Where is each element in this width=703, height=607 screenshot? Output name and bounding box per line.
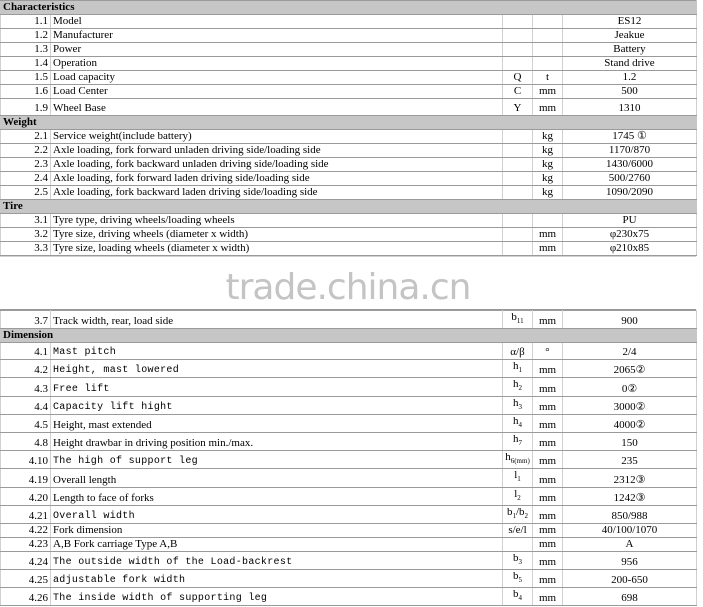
row-description: Tyre size, driving wheels (diameter x width) (51, 228, 503, 242)
symbol-subscript: 3 (518, 402, 522, 411)
row-symbol (503, 487, 533, 505)
row-unit: mm (533, 396, 563, 414)
symbol-text: h (513, 414, 519, 427)
row-description: Tyre type, driving wheels/loading wheels (51, 214, 503, 228)
row-unit: kg (533, 186, 563, 200)
row-number: 4.10 (1, 451, 51, 469)
row-number: 4.1 (1, 343, 51, 360)
spec-row (1, 432, 697, 450)
row-number: 1.5 (1, 71, 51, 85)
spec-row (1, 15, 697, 29)
row-description: Overall width (51, 505, 503, 523)
row-value: 500 (563, 85, 697, 99)
row-symbol (503, 228, 533, 242)
row-value: 1310 (563, 99, 697, 116)
row-unit: mm (533, 311, 563, 329)
row-symbol (503, 343, 533, 360)
row-number: 3.1 (1, 214, 51, 228)
row-number: 4.2 (1, 360, 51, 378)
row-unit: mm (533, 588, 563, 606)
row-description: Free lift (51, 378, 503, 396)
symbol-text: b (513, 551, 519, 564)
spec-row (1, 505, 697, 523)
row-number: 4.22 (1, 523, 51, 537)
row-number: 2.3 (1, 158, 51, 172)
row-number: 1.1 (1, 15, 51, 29)
row-description: Mast pitch (51, 343, 503, 360)
symbol-subscript: 5 (518, 576, 522, 585)
symbol-text: b (513, 588, 519, 601)
row-number: 1.9 (1, 99, 51, 116)
row-symbol (503, 186, 533, 200)
row-unit: kg (533, 158, 563, 172)
row-description: Load capacity (51, 71, 503, 85)
symbol-text: h (513, 378, 519, 391)
row-description: Tyre size, loading wheels (diameter x width) (51, 242, 503, 256)
row-number: 3.3 (1, 242, 51, 256)
symbol-subscript: 4 (518, 420, 522, 429)
spec-row (1, 311, 697, 329)
watermark-text: trade.china.cn (225, 267, 471, 308)
spec-row (1, 551, 697, 569)
spec-row (1, 360, 697, 378)
row-unit: mm (533, 570, 563, 588)
symbol-text: h (513, 360, 519, 373)
row-number: 4.23 (1, 537, 51, 551)
row-number: 4.20 (1, 487, 51, 505)
row-value: Stand drive (563, 57, 697, 71)
row-description: The inside width of supporting leg (51, 588, 503, 606)
row-number: 2.4 (1, 172, 51, 186)
row-description: Capacity lift hight (51, 396, 503, 414)
row-unit: mm (533, 228, 563, 242)
row-unit: mm (533, 432, 563, 450)
spec-row (1, 57, 697, 71)
symbol-text: l (514, 469, 518, 482)
spec-row (1, 469, 697, 487)
row-symbol (503, 537, 533, 551)
row-symbol (503, 130, 533, 144)
section-header (1, 1, 697, 15)
row-value: Jeakue (563, 29, 697, 43)
row-number: 1.6 (1, 85, 51, 99)
row-description: Wheel Base (51, 99, 503, 116)
row-unit: mm (533, 551, 563, 569)
row-description: The high of support leg (51, 451, 503, 469)
spec-row (1, 451, 697, 469)
row-unit: mm (533, 360, 563, 378)
row-unit: mm (533, 85, 563, 99)
symbol-subscript: 1 (518, 366, 522, 375)
section-title: Weight (1, 116, 697, 130)
row-value: φ210x85 (563, 242, 697, 256)
row-value: 1.2 (563, 71, 697, 85)
row-symbol (503, 144, 533, 158)
row-symbol (503, 71, 533, 85)
row-number: 4.26 (1, 588, 51, 606)
row-unit: mm (533, 378, 563, 396)
row-number: 2.5 (1, 186, 51, 200)
symbol-text: α/β (510, 346, 525, 359)
row-value: 698 (563, 588, 697, 606)
row-unit: mm (533, 523, 563, 537)
row-description: Axle loading, fork forward unladen driving side/loading side (51, 144, 503, 158)
row-symbol (503, 158, 533, 172)
row-value: 1090/2090 (563, 186, 697, 200)
row-unit: mm (533, 414, 563, 432)
row-description: Overall length (51, 469, 503, 487)
row-value: 40/100/1070 (563, 523, 697, 537)
spec-row (1, 172, 697, 186)
row-symbol (503, 378, 533, 396)
symbol-subscript: 6(mm) (510, 457, 530, 466)
watermark-band (0, 256, 696, 310)
row-symbol (503, 15, 533, 29)
symbol-text: b (513, 570, 519, 583)
spec-row (1, 588, 697, 606)
row-value: PU (563, 214, 697, 228)
row-number: 2.2 (1, 144, 51, 158)
row-unit: kg (533, 144, 563, 158)
symbol-subscript: 3 (518, 558, 522, 567)
spec-row (1, 487, 697, 505)
row-value: 2065② (563, 360, 697, 378)
row-number: 4.25 (1, 570, 51, 588)
row-unit: mm (533, 505, 563, 523)
row-symbol (503, 432, 533, 450)
row-symbol (503, 523, 533, 537)
section-header (1, 200, 697, 214)
symbol-text-2: /b (515, 505, 525, 518)
row-value: 0② (563, 378, 697, 396)
spec-row (1, 158, 697, 172)
spec-row (1, 186, 697, 200)
row-value: 2312③ (563, 469, 697, 487)
symbol-subscript: 7 (518, 439, 522, 448)
row-symbol (503, 396, 533, 414)
row-description: Length to face of forks (51, 487, 503, 505)
spec-row (1, 396, 697, 414)
section-title: Tire (1, 200, 697, 214)
symbol-subscript: 2 (518, 384, 522, 393)
row-unit: mm (533, 242, 563, 256)
row-description: Manufacturer (51, 29, 503, 43)
row-value: 2/4 (563, 343, 697, 360)
row-symbol (503, 242, 533, 256)
row-unit: mm (533, 537, 563, 551)
row-number: 4.21 (1, 505, 51, 523)
row-unit (533, 43, 563, 57)
row-value: A (563, 537, 697, 551)
row-value: 1170/870 (563, 144, 697, 158)
row-symbol (503, 43, 533, 57)
spec-row (1, 378, 697, 396)
row-unit: kg (533, 172, 563, 186)
row-description: Model (51, 15, 503, 29)
symbol-text: b (511, 311, 517, 323)
row-value: 3000② (563, 396, 697, 414)
symbol-subscript: 2 (517, 493, 521, 502)
spec-row (1, 414, 697, 432)
row-description: Operation (51, 57, 503, 71)
row-number: 4.4 (1, 396, 51, 414)
row-description: Track width, rear, load side (51, 311, 503, 329)
row-description: The outside width of the Load-backrest (51, 551, 503, 569)
row-symbol (503, 99, 533, 116)
row-symbol (503, 29, 533, 43)
row-symbol (503, 85, 533, 99)
row-number: 4.8 (1, 432, 51, 450)
symbol-subscript-2: 2 (524, 511, 529, 520)
row-number: 4.24 (1, 551, 51, 569)
row-description: Power (51, 43, 503, 57)
symbol-text: h (513, 432, 519, 445)
spec-row (1, 43, 697, 57)
spec-row (1, 343, 697, 360)
row-value: 150 (563, 432, 697, 450)
row-value: 1745 ① (563, 130, 697, 144)
spec-row (1, 242, 697, 256)
spec-table-bottom (0, 310, 697, 606)
row-description: Height drawbar in driving position min./max. (51, 432, 503, 450)
symbol-text: h (505, 451, 511, 464)
row-unit: ° (533, 343, 563, 360)
row-symbol (503, 505, 533, 523)
symbol-subscript: 1 (517, 475, 521, 484)
row-number: 1.3 (1, 43, 51, 57)
row-unit (533, 29, 563, 43)
row-symbol (503, 57, 533, 71)
section-title: Characteristics (1, 1, 697, 15)
row-description: Load Center (51, 85, 503, 99)
spec-row (1, 537, 697, 551)
spec-row (1, 214, 697, 228)
row-symbol (503, 551, 533, 569)
row-symbol (503, 172, 533, 186)
row-symbol (503, 360, 533, 378)
spec-row (1, 29, 697, 43)
row-description: Axle loading, fork backward laden driving side/loading side (51, 186, 503, 200)
section-header (1, 329, 697, 343)
spec-row (1, 99, 697, 116)
section-header (1, 116, 697, 130)
row-symbol (503, 414, 533, 432)
row-unit: mm (533, 487, 563, 505)
row-description: adjustable fork width (51, 570, 503, 588)
spec-row (1, 85, 697, 99)
spec-table-top (0, 0, 697, 256)
symbol-subscript: 1 (512, 511, 516, 520)
row-number: 4.5 (1, 414, 51, 432)
row-number: 4.19 (1, 469, 51, 487)
symbol-subscript: 11 (516, 317, 524, 326)
row-value: 500/2760 (563, 172, 697, 186)
spec-row (1, 144, 697, 158)
row-value: 1242③ (563, 487, 697, 505)
section-title: Dimension (1, 329, 697, 343)
row-description: Axle loading, fork forward laden driving side/loading side (51, 172, 503, 186)
row-value: 956 (563, 551, 697, 569)
row-value: 850/988 (563, 505, 697, 523)
row-description: Service weight(include battery) (51, 130, 503, 144)
row-unit: mm (533, 451, 563, 469)
row-description: Fork dimension (51, 523, 503, 537)
spec-row (1, 71, 697, 85)
row-symbol (503, 311, 533, 329)
row-value: φ230x75 (563, 228, 697, 242)
row-description: Axle loading, fork backward unladen driving side/loading side (51, 158, 503, 172)
row-value: 4000② (563, 414, 697, 432)
row-description: Height, mast lowered (51, 360, 503, 378)
row-number: 2.1 (1, 130, 51, 144)
row-symbol (503, 570, 533, 588)
symbol-text: Y (513, 102, 522, 114)
row-unit: t (533, 71, 563, 85)
row-value: 1430/6000 (563, 158, 697, 172)
row-value: Battery (563, 43, 697, 57)
row-symbol (503, 451, 533, 469)
row-unit (533, 214, 563, 228)
row-number: 3.7 (1, 311, 51, 329)
row-unit: mm (533, 469, 563, 487)
symbol-text: b (506, 505, 513, 518)
row-symbol (503, 214, 533, 228)
row-number: 1.4 (1, 57, 51, 71)
row-number: 1.2 (1, 29, 51, 43)
row-value: 900 (563, 311, 697, 329)
spec-row (1, 228, 697, 242)
symbol-text: s/e/l (508, 523, 527, 536)
row-description: A,B Fork carriage Type A,B (51, 537, 503, 551)
symbol-subscript: 4 (518, 594, 522, 603)
row-value: 200-650 (563, 570, 697, 588)
spec-row (1, 570, 697, 588)
row-number: 3.2 (1, 228, 51, 242)
row-value: ES12 (563, 15, 697, 29)
symbol-text: l (514, 487, 518, 500)
row-symbol (503, 469, 533, 487)
row-description: Height, mast extended (51, 414, 503, 432)
spec-row (1, 130, 697, 144)
symbol-text: Q (513, 71, 522, 83)
row-unit (533, 57, 563, 71)
row-value: 235 (563, 451, 697, 469)
symbol-text: C (513, 85, 522, 97)
row-unit (533, 15, 563, 29)
row-number: 4.3 (1, 378, 51, 396)
spec-row (1, 523, 697, 537)
symbol-text: h (513, 396, 519, 409)
row-unit: mm (533, 99, 563, 116)
row-symbol (503, 588, 533, 606)
row-unit: kg (533, 130, 563, 144)
